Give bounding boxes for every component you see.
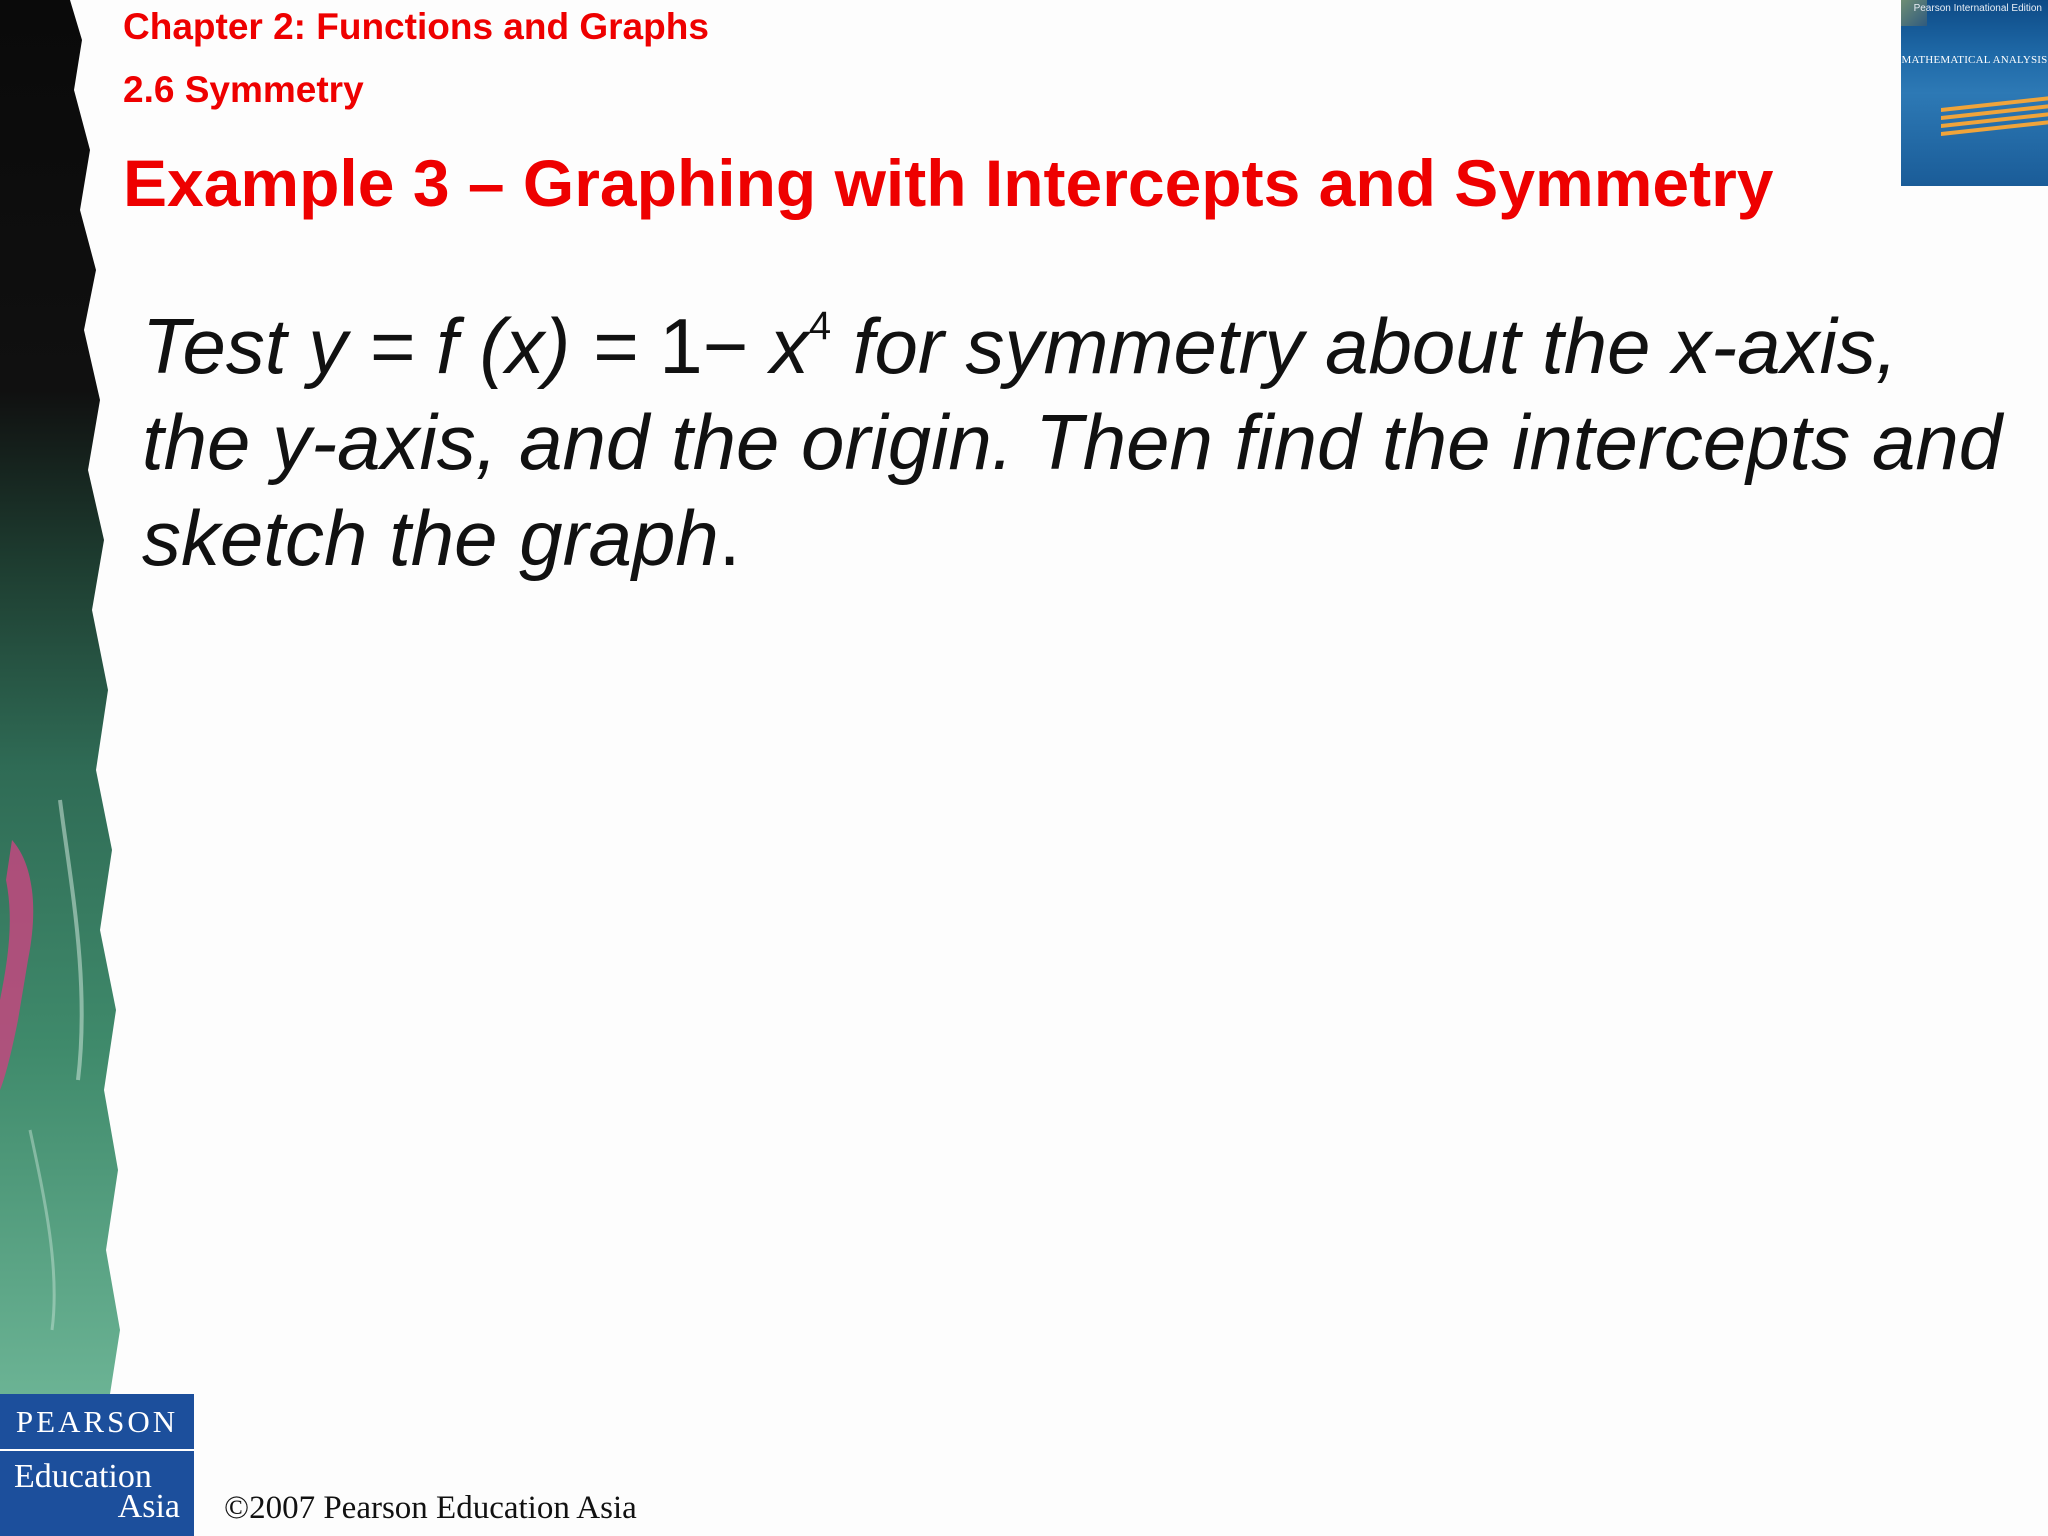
cover-stripes-graphic (1941, 88, 2048, 152)
logo-asia-text: Asia (117, 1488, 180, 1525)
decorative-side-strip (0, 0, 125, 1536)
problem-statement (142, 298, 2022, 586)
slide-title: Example 3 – Graphing with Intercepts and Symmetry (123, 146, 1774, 220)
chapter-heading: Chapter 2: Functions and Graphs (123, 6, 709, 47)
function-constant: 1− (659, 302, 770, 390)
problem-period: . (718, 494, 741, 582)
function-variable: x (769, 302, 809, 390)
torn-edge-shape (0, 0, 120, 1394)
logo-pearson-text: PEARSON (15, 1404, 179, 1439)
section-heading: 2.6 Symmetry (123, 69, 364, 110)
problem-instructions: for symmetry about the x-axis, the y-axis, and the origin. Then find the intercepts and sketch the graph (142, 302, 2003, 582)
logo-education-text: Education (14, 1458, 152, 1495)
function-exponent: 4 (808, 304, 832, 348)
copyright-notice: ©2007 Pearson Education Asia (224, 1490, 637, 1526)
function-definition: y = f (x) = (308, 302, 660, 390)
side-strip-graphic (0, 0, 125, 1536)
logo-divider (0, 1449, 194, 1451)
pearson-education-logo (0, 1394, 194, 1536)
cover-title: MATHEMATICAL ANALYSIS (1901, 54, 2048, 66)
book-cover-image (1901, 0, 2048, 186)
problem-prefix: Test (142, 302, 309, 390)
cover-publisher-line: Pearson International Edition (1913, 3, 2042, 14)
